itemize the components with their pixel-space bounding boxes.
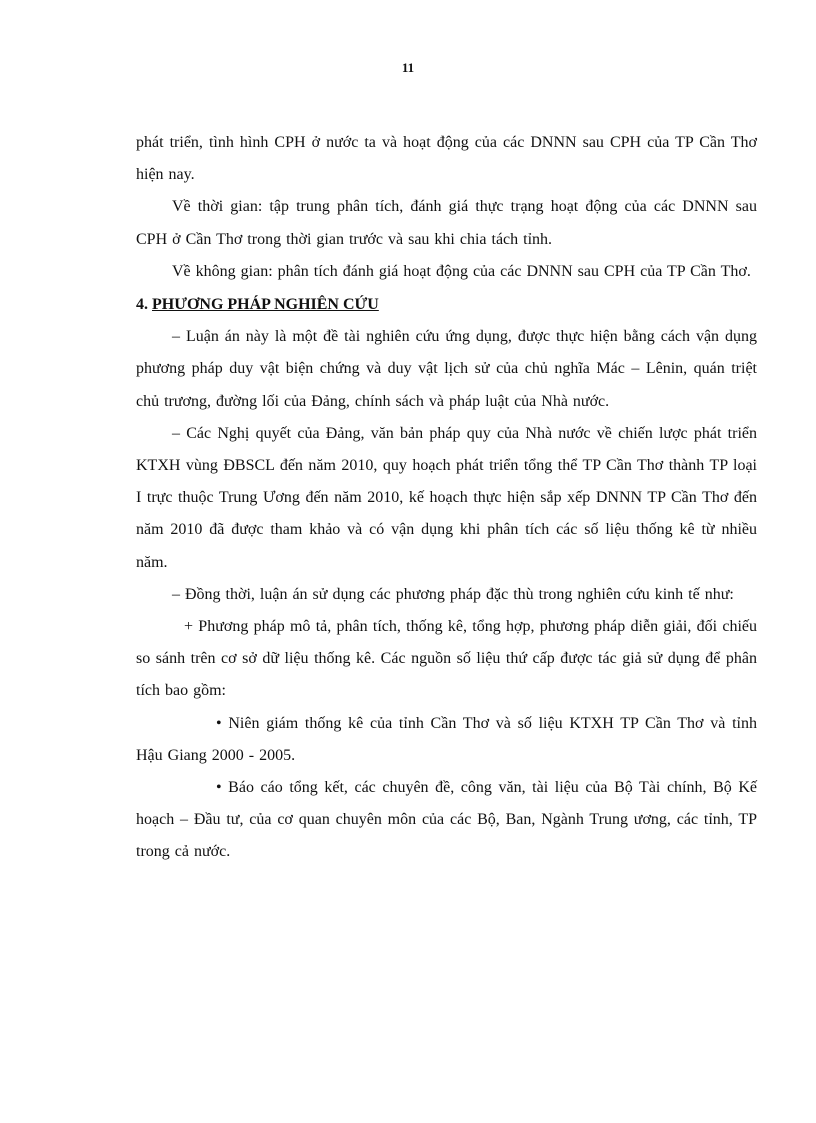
method-paragraph-techniques: + Phương pháp mô tả, phân tích, thống kê, tổng hợp, phương pháp diễn giải, đối chiếu so sánh trên cơ sở dữ liệu thống kê. Các nguồn số liệu thứ cấp được tác giả sử dụng để phân tích bao gồm: — [136, 618, 757, 700]
method-paragraph-specific: – Đồng thời, luận án sử dụng các phương pháp đặc thù trong nghiên cứu kinh tế như: — [172, 585, 734, 603]
paragraph-scope-content: phát triển, tình hình CPH ở nước ta và hoạt động của các DNNN sau CPH của TP Cần Thơ hiện nay. — [136, 134, 757, 184]
method-paragraph-resolutions: – Các Nghị quyết của Đảng, văn bản pháp quy của Nhà nước về chiến lược phát triển KTXH vùng ĐBSCL đến năm 2010, quy hoạch phát triển tổng thể TP Cần Thơ thành TP loại I trực thuộc Trung Ương đến năm 2010, kế hoạch thực hiện sắp xếp DNNN TP Cần Thơ đến năm 2010 đã được tham khảo và có vận dụng khi phân tích các số liệu thống kê từ nhiều năm. — [136, 424, 757, 571]
section-title: PHƯƠNG PHÁP NGHIÊN CỨU — [152, 296, 379, 314]
source-bullet-yearbook: • Niên giám thống kê của tỉnh Cần Thơ và số liệu KTXH TP Cần Thơ và tỉnh Hậu Giang 2000 - 2005. — [136, 714, 757, 764]
section-heading — [136, 289, 757, 321]
paragraph-scope-space: Về không gian: phân tích đánh giá hoạt động của các DNNN sau CPH của TP Cần Thơ. — [172, 262, 751, 280]
source-bullet-reports: • Báo cáo tổng kết, các chuyên đề, công văn, tài liệu của Bộ Tài chính, Bộ Kế hoạch – Đầu tư, của cơ quan chuyên môn của các Bộ, Ban, Ngành Trung ương, các tỉnh, TP trong cả nước. — [136, 779, 757, 861]
method-paragraph-dialectical: – Luận án này là một đề tài nghiên cứu ứng dụng, được thực hiện bằng cách vận dụng phương pháp duy vật biện chứng và duy vật lịch sử của chủ nghĩa Mác – Lênin, quán triệt chủ trương, đường lối của Đảng, chính sách và pháp luật của Nhà nước. — [136, 328, 757, 410]
section-number: 4. — [136, 296, 148, 314]
page-number: 11 — [401, 60, 415, 75]
document-body — [136, 127, 757, 869]
paragraph-scope-time: Về thời gian: tập trung phân tích, đánh giá thực trạng hoạt động của các DNNN sau CPH ở Cần Thơ trong thời gian trước và sau khi chia tách tỉnh. — [136, 198, 757, 248]
